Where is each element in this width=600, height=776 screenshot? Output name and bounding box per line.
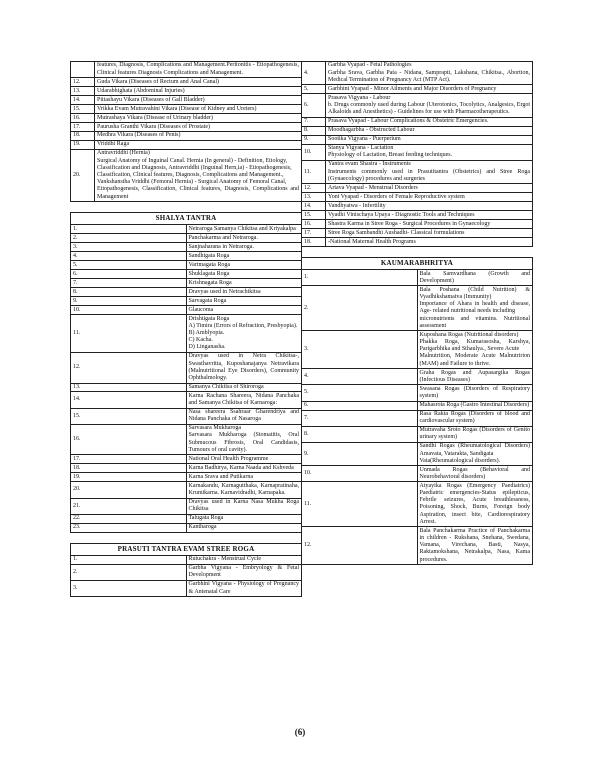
left-column [70, 61, 302, 597]
row-number: 2. [71, 234, 187, 243]
row-topic: Mutravaha Sroto Rogas (Disorders of Genito urinary system) [417, 426, 533, 442]
row-number: 16. [71, 424, 187, 455]
row-number: 18. [71, 464, 187, 473]
row-number: 15. [71, 105, 95, 114]
row-topic: Dravyas used in Netra Chikitsa-, Swasthavritta, Kuposhanajanya Netravikara (Malnutritional Eye Disorders), Community Ophthalmology. [186, 352, 302, 383]
table-row [71, 523, 302, 532]
table-row [302, 160, 533, 183]
table-row [302, 270, 533, 286]
row-topic: Glaucoma [186, 306, 302, 315]
row-number: 17. [302, 229, 326, 238]
table-row [302, 135, 533, 144]
row-number: 3. [302, 331, 418, 369]
row-topic: Garbhini Vyapad - Minor Ailments and Major Disorders of Pregnancy [326, 85, 533, 94]
row-topic: Panchakarma and Netraroga. [186, 234, 302, 243]
table-row [71, 315, 302, 353]
table-row [71, 564, 302, 580]
table-row [302, 117, 533, 126]
row-topic: Vartmagata Roga [186, 261, 302, 270]
row-topic: Bala Panchakarma Practice of Panchakarma in children - Rukshana, Snehana, Swedana, Vamana, Virechana, Basti, Nasya, Raktamokshana, Netrakalpa, Nasa, Kama procedures. [417, 527, 533, 565]
table-row [302, 193, 533, 202]
table-row [71, 514, 302, 523]
row-number: 4. [302, 62, 326, 85]
table-row [302, 527, 533, 565]
table-row [302, 482, 533, 527]
syllabus-table [70, 212, 302, 532]
row-topic: Artava Vyapad - Menstrual Disorders [326, 184, 533, 193]
row-number: 15. [71, 408, 187, 424]
row-topic: Shastra Karma in Stree Roga - Surgical Procedures in Gynaecology [326, 220, 533, 229]
row-topic: Dravyas used in Karna Nasa Mukha Roga Chikitsa [186, 498, 302, 514]
row-topic: Shuklagata Roga [186, 270, 302, 279]
row-topic: Stree Roga Sambandhi Aushadhi- Classical formulations [326, 229, 533, 238]
table-row [302, 85, 533, 94]
table-row [71, 498, 302, 514]
table-row [71, 62, 302, 78]
row-topic: Bala Poshana (Child Nutrition) & Vyadhikshamatva (Immunity) Importance of Ahara in health and disease, Age- related nutritional needs including micronutrients and vitamins. Nutritional assessment [417, 286, 533, 331]
row-number [71, 62, 95, 78]
row-topic: Kuposhana Rogas (Nutritional disorders) Phakka Roga, Kumarasosha, Karshya, Parigarbhika and Sthaulya., Severe Acute Malnutrition, Moderate Acute Malnutririon (MAM) and Failure to thrive. [417, 331, 533, 369]
row-topic: -National Maternal Health Programs [326, 238, 533, 247]
row-topic: Sandhigata Roga [186, 252, 302, 261]
table-row [71, 297, 302, 306]
row-topic: Pittashayu Vikara (Diseases of Gall Bladder) [95, 96, 302, 105]
row-number: 18. [71, 132, 95, 141]
section-heading-row [71, 213, 302, 225]
table-row [302, 410, 533, 426]
row-number: 9. [71, 297, 187, 306]
row-topic: Guda Vikara (Diseases of Rectum and Anal Canal) [95, 78, 302, 87]
section-heading: KAUMARABHRITYA [302, 258, 533, 270]
table-row [302, 466, 533, 482]
row-number: 5. [302, 385, 418, 401]
table-row [302, 426, 533, 442]
row-number: 11. [302, 482, 418, 527]
row-topic: Prasava Vigyana - Labour b. Drugs commonly used during Labour (Uterotonics, Tocolytics, Analgesics, Ergot Alkaloids and Anesthetics) - Guidelines for use with Pharmacotherapeutics. [326, 94, 533, 117]
table-row [302, 184, 533, 193]
row-number: 13. [71, 383, 187, 392]
row-topic: Bala Samvardhana (Growth and Development) [417, 270, 533, 286]
row-number: 13. [71, 87, 95, 96]
row-topic: Dravyas used in Netrachikitsa [186, 288, 302, 297]
table-row [302, 94, 533, 117]
row-topic: Karna Rachana Shareera, Nidana Panchaka and Samanya Chikitsa of Karnaroga: [186, 392, 302, 408]
row-number: 12. [302, 184, 326, 193]
row-number: 12. [302, 527, 418, 565]
row-topic: Sarvasara Mukharoga Sarvasara Mukharoga (Stomatitis, Oral Submucous Fibrosis, Oral Candidasis, Tumours of oral cavity). [186, 424, 302, 455]
row-number: 13. [302, 193, 326, 202]
row-number: 11. [302, 160, 326, 183]
row-number: 4. [71, 252, 187, 261]
row-topic: Garbhini Vigyana - Physiology of Pregnancy & Antenatal Care [186, 580, 302, 596]
row-number: 11. [71, 315, 187, 353]
row-topic: Udarabhighata (Abdominal Injuries) [95, 87, 302, 96]
table-row [71, 87, 302, 96]
table-row [71, 225, 302, 234]
row-number: 22. [71, 514, 187, 523]
table-row [302, 220, 533, 229]
table-row [71, 234, 302, 243]
row-number: 2. [71, 564, 187, 580]
row-number: 17. [71, 455, 187, 464]
row-number: 23. [71, 523, 187, 532]
section-heading: PRASUTI TANTRA EVAM STREE ROGA [71, 543, 302, 555]
row-number: 19. [71, 473, 187, 482]
row-topic: Karnakandu, Karnagutthaka, Karnapratinaha, Krumikarna. Karnavidradhi, Karnapaka. [186, 482, 302, 498]
table-row [71, 270, 302, 279]
row-topic: Rasa Rakta Rogas (Disorders of blood and cardiovascular system) [417, 410, 533, 426]
row-number: 6. [302, 401, 418, 410]
table-row [302, 144, 533, 160]
row-topic: National Oral Health Programme [186, 455, 302, 464]
section-heading: SHALYA TANTRA [71, 213, 302, 225]
row-topic: Sarvagata Roga [186, 297, 302, 306]
row-number: 8. [302, 426, 418, 442]
row-number: 2. [302, 286, 418, 331]
table-row [302, 202, 533, 211]
row-number: 15. [302, 211, 326, 220]
row-number: 17. [71, 123, 95, 132]
row-topic: Yoni Vyapad - Disorders of Female Reproductive system [326, 193, 533, 202]
row-topic: Antravriddhi (Hernia) Surgical Anatomy of Inguinal Canal. Hernia (In general) - Definition, Etiology, Classification and Diagnosis, Antravriddhi (Inguinal Hern,ia) - Etiopathogenesis, Classification, Clinical features, Diagnosis, Complications and Management., Vankshanstha Vriddhi (Femoral Hernia) - Surgical Anatomy of Femoral Canal, Etiopathogenesis, Classification, Clinical features, Diagnosis, Complications and Management [95, 150, 302, 202]
row-topic: Mahasrota Roga (Gastro Intestinal Disorders) [417, 401, 533, 410]
row-topic: Vriddhi Raga [95, 141, 302, 150]
row-number: 9. [302, 135, 326, 144]
row-topic: Unmada Rogas (Behavioral and Neurobehavioral disorders) [417, 466, 533, 482]
row-number: 14. [71, 392, 187, 408]
section-heading-row [71, 543, 302, 555]
row-number: 20. [71, 482, 187, 498]
row-number: 7. [302, 117, 326, 126]
table-row [71, 132, 302, 141]
row-number: 18. [302, 238, 326, 247]
row-topic: Garbha Vigyana - Embryology & Fetal Development [186, 564, 302, 580]
row-topic: Netraroga Samanya Chikitsa and Kriyakalpa [186, 225, 302, 234]
table-row [302, 286, 533, 331]
row-number: 10. [302, 466, 418, 482]
table-row [71, 352, 302, 383]
table-row [71, 455, 302, 464]
row-topic: Karna Badhirya, Karna Naada and Kshveda [186, 464, 302, 473]
row-number: 20. [71, 150, 95, 202]
row-number: 6. [302, 94, 326, 117]
table-row [71, 252, 302, 261]
row-number: 19. [71, 141, 95, 150]
row-topic: Mutrashaya Vikara (Disease of Urinary bladder) [95, 114, 302, 123]
right-column [301, 61, 533, 565]
table-row [71, 392, 302, 408]
table-row [302, 211, 533, 220]
table-row [71, 424, 302, 455]
row-topic: Karna Srava and Putikarna [186, 473, 302, 482]
row-topic: Rutuchakra - Menstrual Cycle [186, 555, 302, 564]
row-topic: Garbha Vyapad - Fetal Pathologies Garbha Srava, Garbha Pata - Nidana, Samprapti, Lakshana, Chikitsa., Abortion, Medical Termination of Pregnancy Act (MTP Act). [326, 62, 533, 85]
row-number: 14. [71, 96, 95, 105]
row-number: 10. [302, 144, 326, 160]
row-number: 1. [302, 270, 418, 286]
page-number: (6) [294, 727, 306, 737]
table-row [71, 383, 302, 392]
row-number: 5. [71, 261, 187, 270]
table-row [71, 464, 302, 473]
table-row [71, 96, 302, 105]
row-topic: Vrikka Evam Mutravahini Vikara (Disease of Kidney and Ureters) [95, 105, 302, 114]
row-topic: Drishtigata Roga A) Timira (Errors of Refraction, Presbyopia). B) Amblyopia. C) Kacha. D) Linganasha. [186, 315, 302, 353]
row-topic: Graha Rogas and Aupasargika Rogas (Infectious Diseases) [417, 369, 533, 385]
syllabus-table [70, 543, 302, 597]
table-row [71, 279, 302, 288]
table-row [71, 105, 302, 114]
row-topic: Stanya Vigyana - Lactation Physiology of Lactation, Breast feeding techniques. [326, 144, 533, 160]
table-row [302, 369, 533, 385]
table-row [71, 114, 302, 123]
table-row [71, 123, 302, 132]
row-topic: Prasava Vyapad - Labour Complications & Obstetric Emergencies. [326, 117, 533, 126]
row-topic: Paurusha Granthi Vikara (Diseases of Prostate) [95, 123, 302, 132]
syllabus-table [301, 257, 533, 565]
table-row [71, 150, 302, 202]
row-number: 10. [71, 306, 187, 315]
row-topic: Nasa shareera Ssahraar Gharendriya and Nidana Panchaka of Nasaroga [186, 408, 302, 424]
row-topic: Vandhyatwa - Infertility [326, 202, 533, 211]
row-topic: Sanjnaharana in Netraroga. [186, 243, 302, 252]
table-row [71, 78, 302, 87]
row-topic: Krishnagata Roga [186, 279, 302, 288]
row-number: 4. [302, 369, 418, 385]
row-number: 3. [71, 580, 187, 596]
table-row [71, 288, 302, 297]
row-number: 7. [71, 279, 187, 288]
syllabus-table [70, 61, 302, 202]
row-number: 21. [71, 498, 187, 514]
row-number: 14. [302, 202, 326, 211]
table-row [71, 141, 302, 150]
row-topic: features, Diagnosis, Complications and Management.Peritonitis - Etiopathogenesis, Clinical features Diagnosis Complications and Management. [95, 62, 302, 78]
table-row [302, 442, 533, 465]
row-number: 1. [71, 225, 187, 234]
table-row [302, 126, 533, 135]
table-row [71, 408, 302, 424]
table-row [302, 229, 533, 238]
row-number: 7. [302, 410, 418, 426]
table-row [302, 62, 533, 85]
row-topic: Yantra evam Shastra - Instruments Instruments commonly used in Prasutitantra (Obstetrics) and Stree Roga (Gynaecology) procedures and surgeries [326, 160, 533, 183]
row-topic: Samanya Chikitsa of Shiroroga [186, 383, 302, 392]
table-row [302, 238, 533, 247]
row-number: 12. [71, 78, 95, 87]
row-number: 5. [302, 85, 326, 94]
row-topic: Atyayika Rogas (Emergency Paediatrics) Paediatric emergencies-Status epilepticus, Febrile seizures, Acute breathlessness, Poisoning, Shock, Burns, Foreign body Aspiration, insect bite, Cardiorespiratory Arrest. [417, 482, 533, 527]
row-topic: Talugata Roga [186, 514, 302, 523]
row-number: 6. [71, 270, 187, 279]
table-row [302, 385, 533, 401]
row-topic: Kantharoga [186, 523, 302, 532]
row-topic: Sootika Vigyana - Puerperium [326, 135, 533, 144]
row-number: 9. [302, 442, 418, 465]
row-topic: Medhra Vikara (Diseases of Penis) [95, 132, 302, 141]
table-row [71, 261, 302, 270]
row-number: 1. [71, 555, 187, 564]
row-number: 16. [71, 114, 95, 123]
row-number: 8. [302, 126, 326, 135]
table-row [71, 555, 302, 564]
row-number: 8. [71, 288, 187, 297]
row-topic: Moodhagarbha - Obstructed Labour [326, 126, 533, 135]
table-row [71, 306, 302, 315]
section-heading-row [302, 258, 533, 270]
row-number: 12. [71, 352, 187, 383]
row-number: 16. [302, 220, 326, 229]
table-row [71, 580, 302, 596]
row-topic: Vyadhi Vinischaya Upaya - Diagnostic Tools and Techniques [326, 211, 533, 220]
table-row [71, 243, 302, 252]
table-row [71, 473, 302, 482]
row-topic: Sandhi Rogas (Rheumatological Disorders) Amavata, Vatarakta, Sandigata Vata(Rheumatological disorders). [417, 442, 533, 465]
row-number: 3. [71, 243, 187, 252]
syllabus-table [301, 61, 533, 247]
table-row [302, 401, 533, 410]
table-row [71, 482, 302, 498]
row-topic: Swasana Rogas (Disorders of Respiratory system) [417, 385, 533, 401]
table-row [302, 331, 533, 369]
